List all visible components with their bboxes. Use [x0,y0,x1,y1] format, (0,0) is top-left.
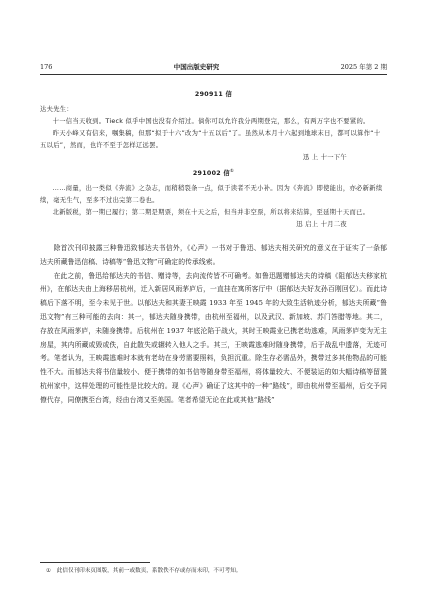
letter-salutation: 达夫先生： [40,106,73,113]
letter-paragraph: 北新版税，第一期已履行；第二期是期票，须在十天之后，但当并非空票，所以将来结算，至延期十天而已。 [52,209,370,216]
letter-signature: 迅 启上 十月二夜 [296,221,347,228]
page-number: 176 [40,63,53,71]
footnote [40,567,387,575]
letter-paragraph: 十一信当天收到。Tieck 似乎中国也没有介绍过。倘你可以允许我分两期登完，那么，有两万字也不要紧的。 [52,118,370,125]
footnote-text: 此信仅刊印未页图版，其前一或数页，系散佚不存或存而未印，不可考知。 [56,568,242,574]
footnote-divider [40,562,150,563]
issue-label: 2025 年第 2 期 [340,63,387,71]
letter-291002 [40,168,387,231]
running-header [40,63,387,75]
letter-paragraph: 昨天小峰又有信来，嘱集稿，但那“拟于十六”改为“十五以后”了。虽然从本月十六起到地球末日，都可以算作“十五以后”，然而，也许不至于怎样辽远罢。 [40,130,381,149]
body-paragraph: 除首次刊印披露三种鲁迅致郁达夫书信外，《心声》一书对于鲁迅、郁达夫相关研究的意义在于证实了一条郁达夫所藏鲁迅信稿、诗稿等“鲁迅文物”可确定的传承线索。 [40,244,387,266]
footnote-mark: ① [46,568,52,574]
letter-title: 290911 信 [194,91,233,98]
letter-paragraph: ……商量，出一类似《奔流》之杂志，而稍稍裂条一点，似于读者不无小补。因为《奔流》即使能出，亦必新新续续，毫无生气，至多不过出完第二卷也。 [40,185,383,204]
letter-290911 [40,89,387,164]
letter-title: 291002 信① [192,168,235,177]
journal-name: 中国出版史研究 [173,63,220,71]
page-content [40,89,387,408]
body-paragraph: 在此之前，鲁迅给郁达夫的书信、赠诗等，去向流传皆不可确考。如鲁迅题赠郁达夫的诗稿《阻郁达夫移家杭州》，在郁达夫由上海移居杭州，迁入新居风雨茅庐后，一直挂在寓所客厅中（据郁达夫好友孙百刚回忆）。而此诗稿后下落不明，至今未见于世。以郁达夫和其妻王映霞 1933 年至 1945 年的大致生活轨迹分析，郁达夫所藏“鲁迅文物”有三种可能的去向：其一，郁达夫随身携带，由杭州至福州，以及武汉、新加坡、苏门答腊等地。其二，存放在风雨茅庐，未随身携带。后杭州在 1937 年底沦陷于战火，其时王映霞业已携老幼逃难，风雨茅庐变为无主房屋，其内所藏或毁或佚，自此散失或辗转入他人之手。其三，王映霞逃难时随身携带，后于战乱中遗落，无迹可考。笔者认为，王映霞逃难时本就有老幼在身劳需要照料，负担沉重。除生存必需品外，携带过多其他物品的可能性不大。而郁达夫将书信量较小、便于携带的如书信等随身带至福州，将体量较大、不便装运的如大幅诗稿等留置杭州家中，这样处理的可能性是比较大的。现《心声》确证了这其中的一种“路线”，即由杭州带至福州，后交予同僚代存，同僚携至台湾，经由台湾又至美国。笔者希望无论在此或其他“路线” [40,271,387,404]
article-body [40,242,387,408]
letter-signature: 迅 上 十一下午 [302,154,347,161]
footnote-mark[interactable]: ① [230,168,235,174]
